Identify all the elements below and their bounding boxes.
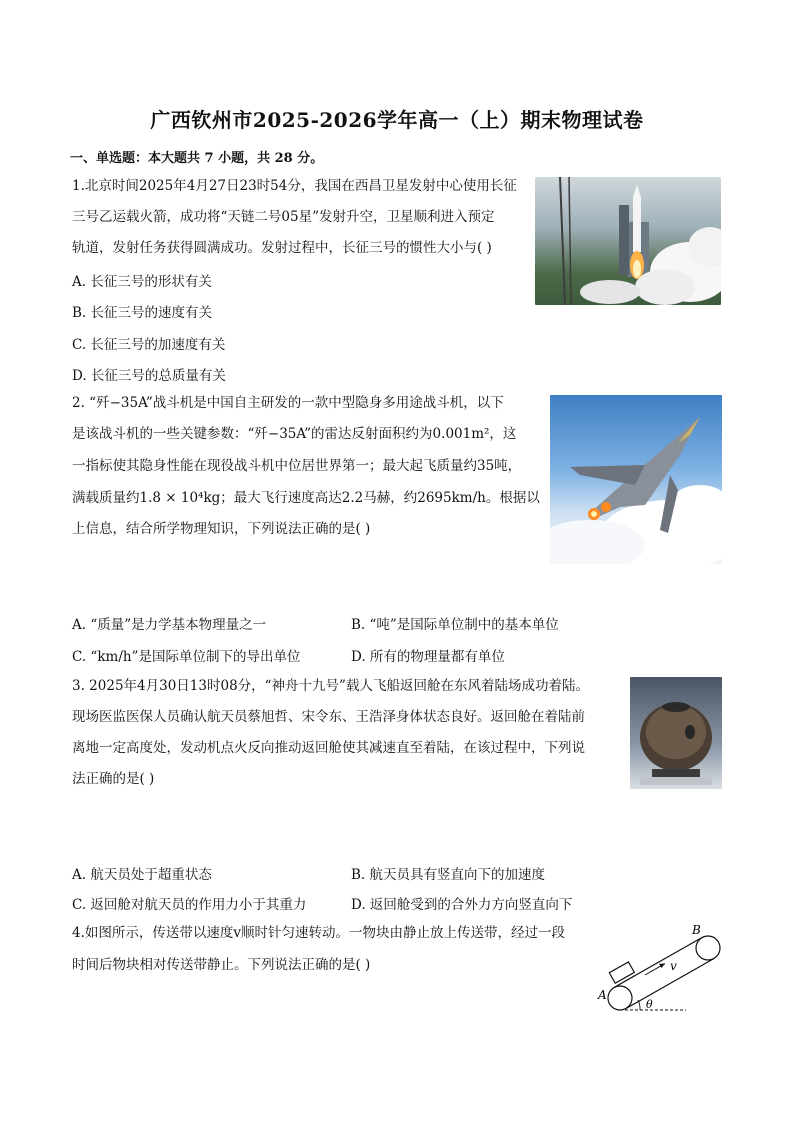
- q3-line-4: 法正确的是( ): [72, 771, 155, 787]
- q2-line-4: 满载质量约1.8 × 10⁴kg；最大飞行速度高达2.2马赫，约2695km/h。根据以: [72, 490, 540, 506]
- q2-line-3: 一指标使其隐身性能在现役战斗机中位居世界第一；最大起飞质量约35吨，: [72, 458, 522, 474]
- q1-option-d: D. 长征三号的总质量有关: [72, 368, 226, 384]
- q1-option-a: A. 长征三号的形状有关: [72, 274, 212, 290]
- q2-option-c: C. “km/h”是国际单位制下的导出单位: [72, 649, 301, 665]
- section-heading: 一、单选题：本大题共 7 小题，共 28 分。: [70, 151, 324, 166]
- q2-line-1: 2. “歼−35A”战斗机是中国自主研发的一款中型隐身多用途战斗机，以下: [72, 395, 504, 411]
- q3-option-a: A. 航天员处于超重状态: [72, 867, 212, 883]
- return-capsule-image: [630, 677, 722, 789]
- point-a-label: A: [598, 988, 607, 1002]
- exam-title: 广西钦州市2025-2026学年高一（上）期末物理试卷: [150, 108, 644, 132]
- q2-line-2: 是该战斗机的一些关键参数：“歼−35A”的雷达反射面积约为0.001m²，这: [72, 426, 517, 442]
- q4-line-1: 4.如图所示，传送带以速度v顺时针匀速转动。一物块由静止放上传送带，经过一段: [72, 925, 566, 941]
- q4-line-2: 时间后物块相对传送带静止。下列说法正确的是( ): [72, 957, 371, 973]
- q3-option-d: D. 返回舱受到的合外力方向竖直向下: [351, 897, 573, 913]
- q1-line-3: 轨道，发射任务获得圆满成功。发射过程中，长征三号的惯性大小与( ): [72, 240, 492, 256]
- q1-line-1: 1.北京时间2025年4月27日23时54分，我国在西昌卫星发射中心使用长征: [72, 178, 517, 194]
- q2-option-d: D. 所有的物理量都有单位: [351, 649, 505, 665]
- velocity-label: v: [670, 959, 677, 973]
- point-b-label: B: [692, 923, 701, 937]
- q3-line-3: 离地一定高度处，发动机点火反向推动返回舱使其减速直至着陆，在该过程中，下列说: [72, 740, 585, 756]
- q1-line-2: 三号乙运载火箭，成功将“天链二号05星”发射升空，卫星顺利进入预定: [72, 209, 495, 225]
- rocket-launch-image: [535, 177, 721, 305]
- q3-option-b: B. 航天员具有竖直向下的加速度: [351, 867, 546, 883]
- fighter-jet-image: [550, 395, 722, 564]
- conveyor-diagram: [590, 920, 730, 1020]
- q3-line-1: 3. 2025年4月30日13时08分，“神舟十九号”载人飞船返回舱在东风着陆场成功着陆。: [72, 678, 589, 694]
- q3-line-2: 现场医监医保人员确认航天员蔡旭哲、宋令东、王浩泽身体状态良好。返回舱在着陆前: [72, 709, 585, 725]
- angle-theta-label: θ: [646, 998, 653, 1011]
- q1-option-c: C. 长征三号的加速度有关: [72, 337, 226, 353]
- q2-line-5: 上信息，结合所学物理知识，下列说法正确的是( ): [72, 521, 371, 537]
- q2-option-b: B. “吨”是国际单位制中的基本单位: [351, 617, 559, 633]
- q1-option-b: B. 长征三号的速度有关: [72, 305, 213, 321]
- q3-option-c: C. 返回舱对航天员的作用力小于其重力: [72, 897, 307, 913]
- q2-option-a: A. “质量”是力学基本物理量之一: [72, 617, 267, 633]
